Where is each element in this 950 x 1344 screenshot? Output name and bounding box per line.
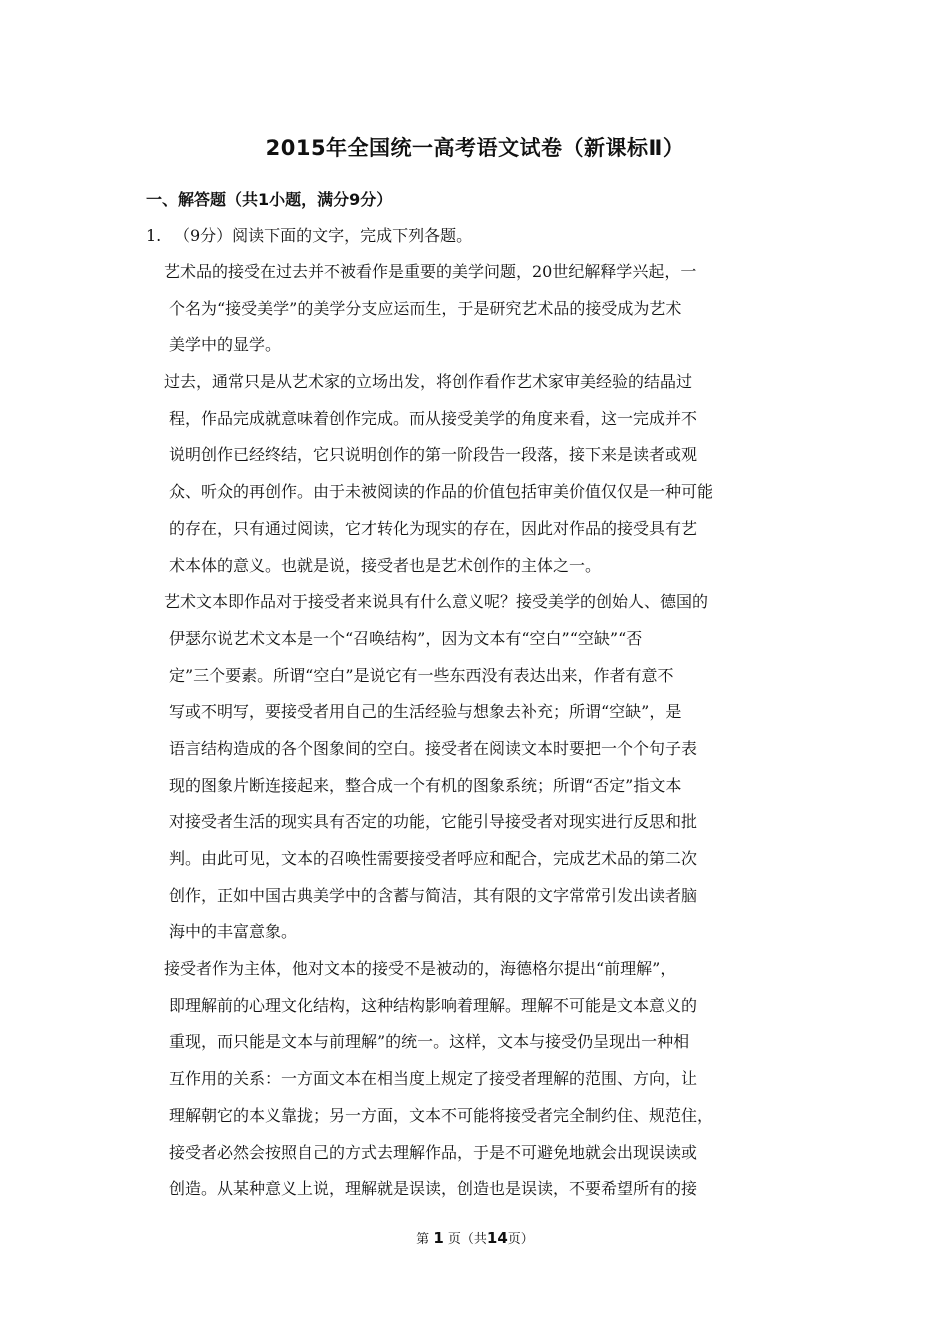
passage-line: 互作用的关系：一方面文本在相当度上规定了接受者理解的范围、方向，让 — [169, 1069, 698, 1089]
passage-line: 判。由此可见，文本的召唤性需要接受者呼应和配合，完成艺术品的第二次 — [169, 849, 698, 868]
footer-prefix: 第 — [416, 1232, 430, 1247]
paragraph-2 — [164, 368, 814, 588]
reading-passage — [164, 258, 814, 1212]
passage-line: 写或不明写，要接受者用自己的生活经验与想象去补充；所谓“空缺”，是 — [169, 702, 682, 722]
passage-line: 海中的丰富意象。 — [169, 922, 298, 942]
paragraph-1 — [164, 258, 814, 368]
passage-line: 艺术品的接受在过去并不被看作是重要的美学问题，20世纪解释学兴起，一 — [164, 262, 697, 281]
question-text: （9分）阅读下面的文字，完成下列各题。 — [174, 226, 473, 245]
passage-line: 理解朝它的本义靠拢；另一方面，文本不可能将接受者完全制约住、规范住， — [169, 1105, 714, 1125]
passage-line: 重现，而只能是文本与前理解”的统一。这样，文本与接受仍呈现出一种相 — [169, 1032, 690, 1052]
passage-line: 现的图象片断连接起来，整合成一个有机的图象系统；所谓“否定”指文本 — [169, 775, 682, 795]
question-number: 1. — [146, 226, 162, 245]
passage-line: 创作，正如中国古典美学中的含蓄与简洁，其有限的文字常常引发出读者脑 — [169, 885, 698, 905]
passage-line: 接受者必然会按照自己的方式去理解作品，于是不可避免地就会出现误读或 — [169, 1142, 698, 1162]
passage-line: 程，作品完成就意味着创作完成。而从接受美学的角度来看，这一完成并不 — [169, 408, 698, 428]
paragraph-3 — [164, 588, 814, 955]
page-title: 2015年全国统一高考语文试卷（新课标Ⅱ） — [265, 136, 685, 160]
passage-line: 的存在，只有通过阅读，它才转化为现实的存在，因此对作品的接受具有艺 — [169, 518, 698, 538]
passage-line: 过去，通常只是从艺术家的立场出发，将创作看作艺术家审美经验的结晶过 — [164, 372, 693, 392]
section-heading: 一、解答题（共1小题，满分9分） — [146, 190, 393, 209]
footer-suffix: 页） — [507, 1232, 534, 1247]
passage-line: 美学中的显学。 — [169, 335, 282, 355]
footer-page-number: 1 — [433, 1229, 444, 1247]
passage-line: 对接受者生活的现实具有否定的功能，它能引导接受者对现实进行反思和批 — [169, 812, 698, 832]
passage-line: 创造。从某种意义上说，理解就是误读，创造也是误读，不要希望所有的接 — [169, 1179, 698, 1199]
passage-line: 个名为“接受美学”的美学分支应运而生，于是研究艺术品的接受成为艺术 — [169, 298, 682, 318]
passage-line: 接受者作为主体，他对文本的接受不是被动的，海德格尔提出“前理解”， — [164, 959, 677, 979]
footer-middle: 页（共 — [447, 1232, 487, 1247]
question-prompt — [146, 224, 472, 248]
passage-line: 说明创作已经终结，它只说明创作的第一阶段告一段落，接下来是读者或观 — [169, 445, 698, 465]
passage-line: 即理解前的心理文化结构，这种结构影响着理解。理解不可能是文本意义的 — [169, 995, 698, 1015]
passage-line: 艺术文本即作品对于接受者来说具有什么意义呢？接受美学的创始人、德国的 — [164, 592, 709, 612]
passage-line: 术本体的意义。也就是说，接受者也是艺术创作的主体之一。 — [169, 555, 602, 575]
paragraph-4 — [164, 955, 814, 1212]
footer-total-pages: 14 — [486, 1229, 508, 1247]
passage-line: 众、听众的再创作。由于未被阅读的作品的价值包括审美价值仅仅是一种可能 — [169, 482, 714, 502]
passage-line: 语言结构造成的各个图象间的空白。接受者在阅读文本时要把一个个句子表 — [169, 738, 698, 758]
passage-line: 伊瑟尔说艺术文本是一个“召唤结构”，因为文本有“空白”“空缺”“否 — [169, 628, 643, 648]
passage-line: 定”三个要素。所谓“空白”是说它有一些东西没有表达出来，作者有意不 — [169, 665, 674, 685]
page-footer — [0, 1228, 950, 1250]
